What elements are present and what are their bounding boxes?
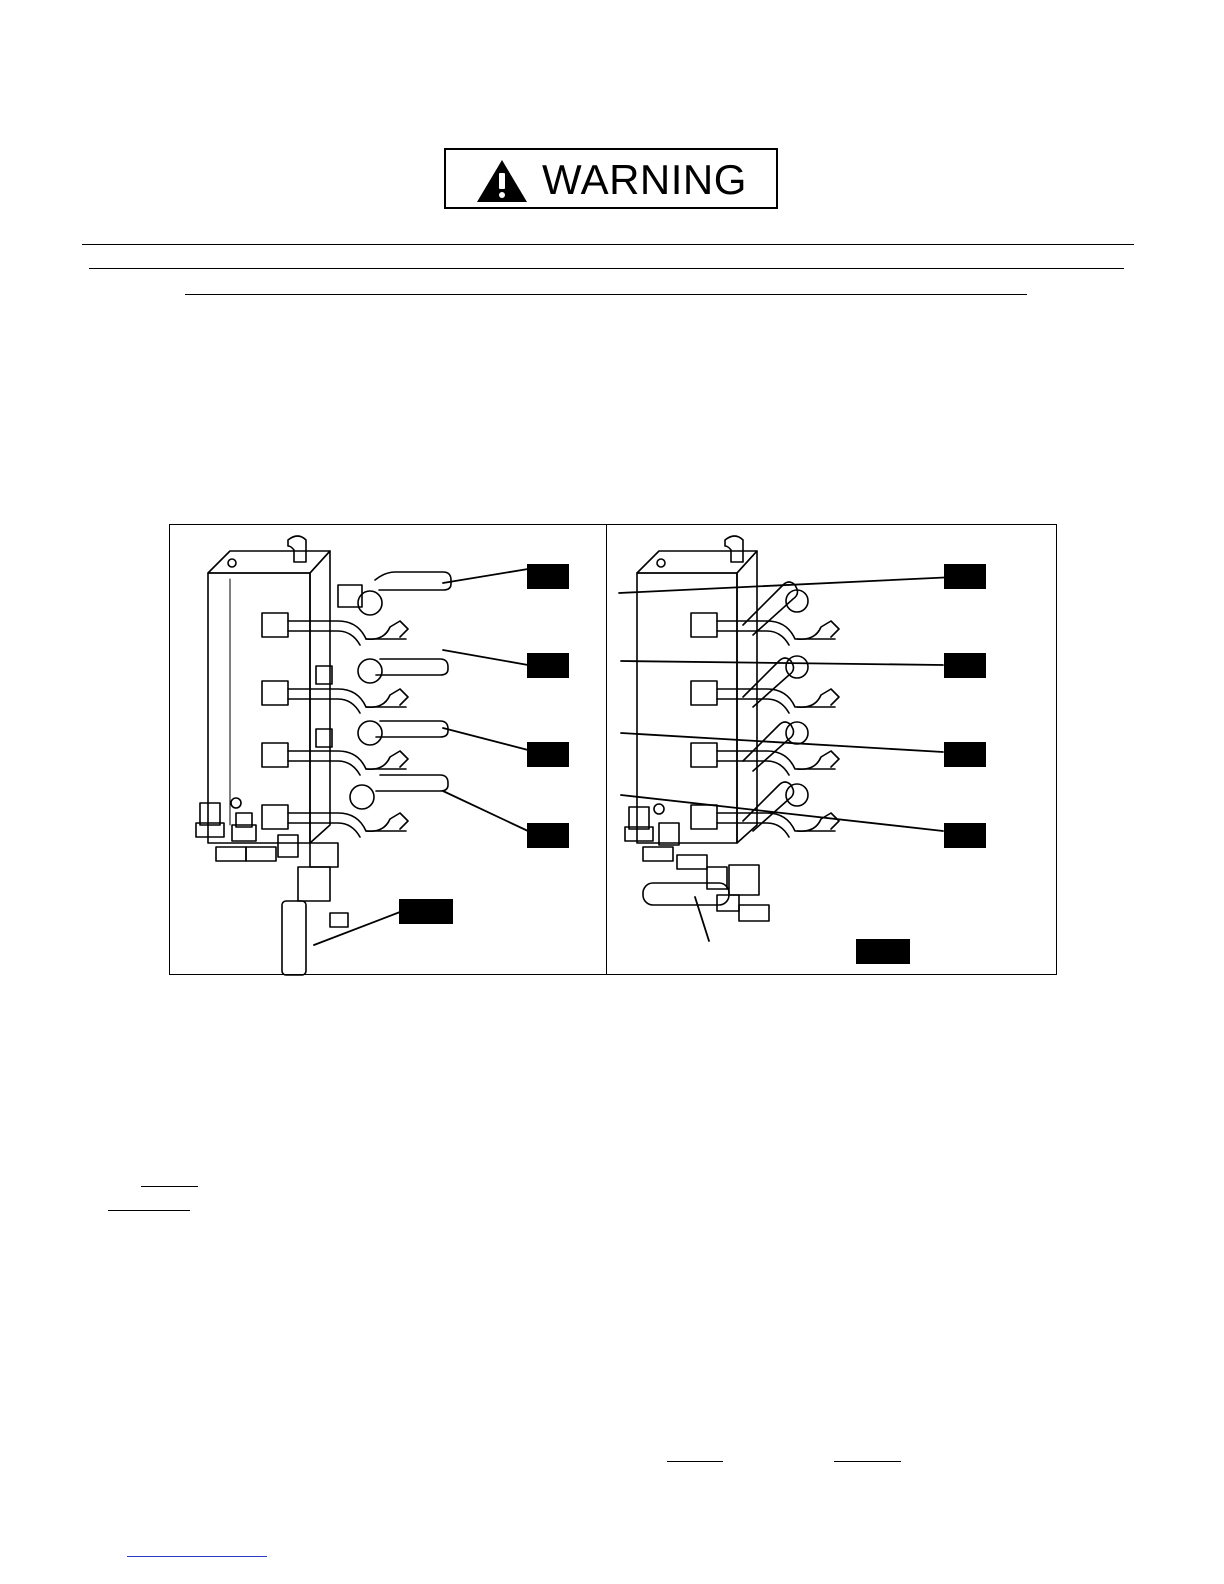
divider-rule	[82, 244, 1134, 245]
underline-mark	[141, 1186, 198, 1187]
callout-label	[527, 823, 569, 848]
underline-mark	[108, 1210, 190, 1211]
callout-label	[944, 653, 986, 678]
callout-label	[527, 564, 569, 589]
divider-rule	[185, 294, 1027, 295]
hyperlink-underline[interactable]	[127, 1556, 267, 1557]
right-panel-valves-closed	[607, 525, 1057, 974]
warning-banner	[444, 148, 778, 209]
callout-label	[399, 899, 453, 924]
callout-label	[944, 564, 986, 589]
underline-mark	[667, 1461, 723, 1462]
callout-label	[527, 653, 569, 678]
manifold-valve-figure	[169, 524, 1057, 975]
manifold-right-illustration	[607, 525, 1057, 976]
warning-label: WARNING	[542, 156, 747, 203]
callout-label	[856, 939, 910, 964]
underline-mark	[834, 1461, 901, 1462]
divider-rule	[89, 268, 1124, 269]
callout-label	[944, 742, 986, 767]
left-panel-valves-open	[170, 525, 606, 974]
warning-triangle-icon	[476, 159, 528, 203]
callout-label	[944, 823, 986, 848]
callout-label	[527, 742, 569, 767]
